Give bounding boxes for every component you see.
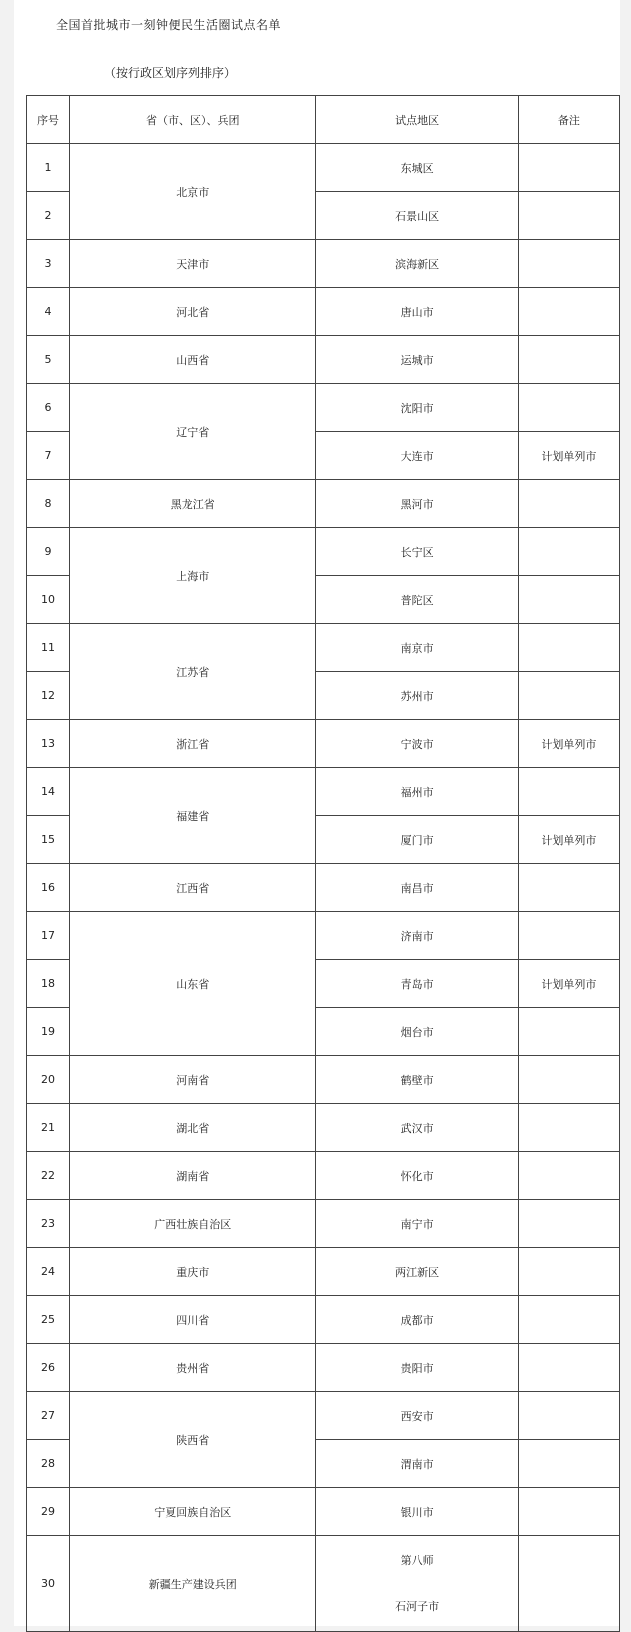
row-note: 计划单列市 [518, 960, 619, 1008]
row-area: 济南市 [316, 912, 518, 960]
row-note: 计划单列市 [518, 816, 619, 864]
row-no: 11 [27, 624, 70, 672]
table-row [27, 1488, 620, 1536]
row-area: 成都市 [316, 1296, 518, 1344]
table-header-row [27, 96, 620, 144]
row-no: 8 [27, 480, 70, 528]
row-province: 陕西省 [70, 1392, 316, 1488]
table-row [27, 1056, 620, 1104]
row-no: 26 [27, 1344, 70, 1392]
row-no: 20 [27, 1056, 70, 1104]
row-area: 武汉市 [316, 1104, 518, 1152]
pilot-list-table [26, 95, 620, 1632]
row-no: 17 [27, 912, 70, 960]
row-province: 辽宁省 [70, 384, 316, 480]
row-area: 石景山区 [316, 192, 518, 240]
row-no: 9 [27, 528, 70, 576]
row-no: 14 [27, 768, 70, 816]
row-area: 长宁区 [316, 528, 518, 576]
row-note [518, 1392, 619, 1440]
header-area: 试点地区 [316, 96, 518, 144]
row-note [518, 384, 619, 432]
row-note [518, 1104, 619, 1152]
row-area: 福州市 [316, 768, 518, 816]
row-note: 计划单列市 [518, 432, 619, 480]
row-note [518, 1440, 619, 1488]
row-note [518, 1056, 619, 1104]
table-row [27, 144, 620, 192]
table-row [27, 864, 620, 912]
row-area: 西安市 [316, 1392, 518, 1440]
row-province: 河南省 [70, 1056, 316, 1104]
row-area: 两江新区 [316, 1248, 518, 1296]
row-no: 23 [27, 1200, 70, 1248]
row-note [518, 1248, 619, 1296]
row-province: 广西壮族自治区 [70, 1200, 316, 1248]
row-note [518, 768, 619, 816]
document-title: 全国首批城市一刻钟便民生活圈试点名单 [56, 18, 282, 32]
row-note [518, 480, 619, 528]
row-area: 渭南市 [316, 1440, 518, 1488]
table-row [27, 1104, 620, 1152]
row-province: 宁夏回族自治区 [70, 1488, 316, 1536]
table-row [27, 720, 620, 768]
row-area: 滨海新区 [316, 240, 518, 288]
table-row [27, 480, 620, 528]
row-province: 福建省 [70, 768, 316, 864]
row-area: 东城区 [316, 144, 518, 192]
row-note [518, 576, 619, 624]
table-row [27, 240, 620, 288]
row-area: 南京市 [316, 624, 518, 672]
row-province: 新疆生产建设兵团 [70, 1536, 316, 1632]
table-row [27, 288, 620, 336]
table-row [27, 1536, 620, 1632]
row-province: 贵州省 [70, 1344, 316, 1392]
row-no: 1 [27, 144, 70, 192]
row-note [518, 1200, 619, 1248]
row-area: 唐山市 [316, 288, 518, 336]
row-province: 河北省 [70, 288, 316, 336]
table-row [27, 1200, 620, 1248]
row-area: 贵阳市 [316, 1344, 518, 1392]
row-province: 湖南省 [70, 1152, 316, 1200]
row-area: 银川市 [316, 1488, 518, 1536]
row-province: 重庆市 [70, 1248, 316, 1296]
row-area: 普陀区 [316, 576, 518, 624]
row-note [518, 144, 619, 192]
row-area: 沈阳市 [316, 384, 518, 432]
row-area: 宁波市 [316, 720, 518, 768]
table-row [27, 1344, 620, 1392]
row-no: 28 [27, 1440, 70, 1488]
row-no: 13 [27, 720, 70, 768]
table-row [27, 1248, 620, 1296]
row-no: 29 [27, 1488, 70, 1536]
row-province: 北京市 [70, 144, 316, 240]
table-row [27, 912, 620, 960]
row-province: 湖北省 [70, 1104, 316, 1152]
header-province: 省（市、区）、兵团 [70, 96, 316, 144]
row-no: 4 [27, 288, 70, 336]
row-no: 7 [27, 432, 70, 480]
row-note [518, 864, 619, 912]
row-area: 厦门市 [316, 816, 518, 864]
row-no: 5 [27, 336, 70, 384]
row-area: 苏州市 [316, 672, 518, 720]
row-no: 27 [27, 1392, 70, 1440]
row-note [518, 192, 619, 240]
row-no: 2 [27, 192, 70, 240]
row-note [518, 528, 619, 576]
row-no: 16 [27, 864, 70, 912]
row-province: 浙江省 [70, 720, 316, 768]
row-note [518, 624, 619, 672]
table-row [27, 624, 620, 672]
row-area-line-2: 石河子市 [395, 1599, 440, 1613]
row-note [518, 1536, 619, 1632]
row-area: 黑河市 [316, 480, 518, 528]
row-note [518, 1344, 619, 1392]
table-row [27, 528, 620, 576]
row-area: 大连市 [316, 432, 518, 480]
row-province: 山西省 [70, 336, 316, 384]
row-no: 19 [27, 1008, 70, 1056]
table-row [27, 768, 620, 816]
row-province: 四川省 [70, 1296, 316, 1344]
row-no: 15 [27, 816, 70, 864]
document-subtitle: （按行政区划序列排序） [104, 66, 237, 80]
table-row [27, 384, 620, 432]
row-note [518, 288, 619, 336]
header-no: 序号 [27, 96, 70, 144]
table-row [27, 336, 620, 384]
row-note [518, 1488, 619, 1536]
table-row [27, 1296, 620, 1344]
row-area: 南宁市 [316, 1200, 518, 1248]
row-no: 21 [27, 1104, 70, 1152]
row-no: 25 [27, 1296, 70, 1344]
row-area: 怀化市 [316, 1152, 518, 1200]
row-area: 鹤壁市 [316, 1056, 518, 1104]
row-note [518, 912, 619, 960]
row-note: 计划单列市 [518, 720, 619, 768]
row-area: 运城市 [316, 336, 518, 384]
row-no: 30 [27, 1536, 70, 1632]
row-no: 24 [27, 1248, 70, 1296]
row-note [518, 1152, 619, 1200]
row-province: 江苏省 [70, 624, 316, 720]
row-province: 黑龙江省 [70, 480, 316, 528]
row-note [518, 672, 619, 720]
row-province: 江西省 [70, 864, 316, 912]
row-no: 6 [27, 384, 70, 432]
table-row [27, 1152, 620, 1200]
row-note [518, 1008, 619, 1056]
row-no: 22 [27, 1152, 70, 1200]
row-province: 山东省 [70, 912, 316, 1056]
row-no: 10 [27, 576, 70, 624]
row-note [518, 240, 619, 288]
row-no: 18 [27, 960, 70, 1008]
row-area: 南昌市 [316, 864, 518, 912]
row-no: 3 [27, 240, 70, 288]
table-row [27, 1392, 620, 1440]
row-note [518, 1296, 619, 1344]
row-province: 上海市 [70, 528, 316, 624]
row-area-line-1: 第八师 [400, 1553, 434, 1567]
row-area [316, 1536, 518, 1632]
row-area: 青岛市 [316, 960, 518, 1008]
row-province: 天津市 [70, 240, 316, 288]
row-no: 12 [27, 672, 70, 720]
row-note [518, 336, 619, 384]
header-note: 备注 [518, 96, 619, 144]
row-area: 烟台市 [316, 1008, 518, 1056]
